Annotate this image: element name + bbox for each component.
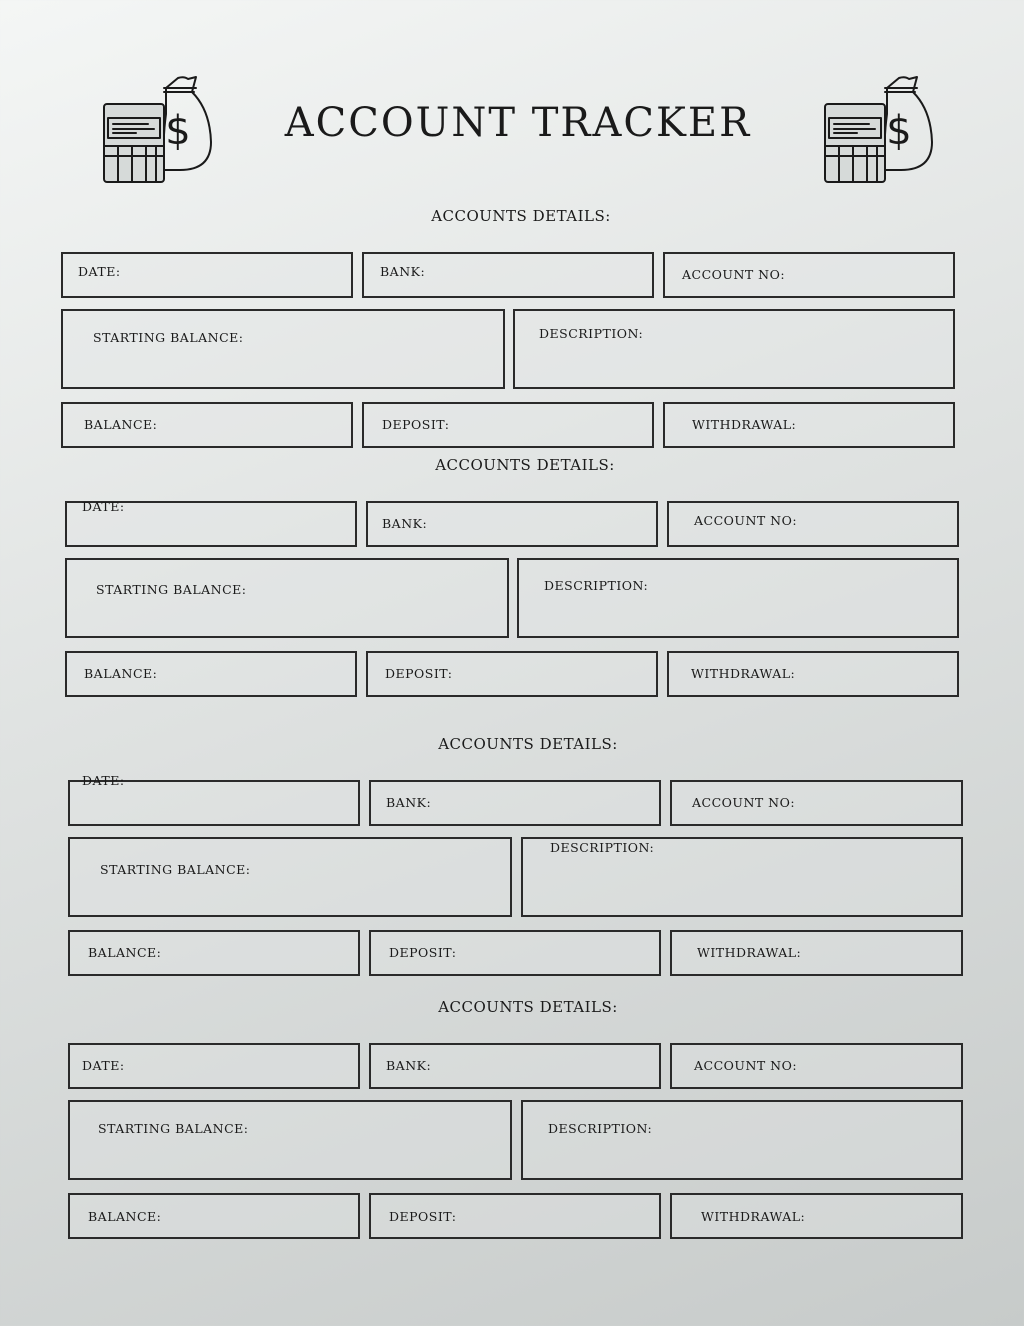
section-heading: ACCOUNTS DETAILS: — [438, 998, 618, 1016]
deposit-label: DEPOSIT: — [389, 1209, 457, 1224]
withdrawal-label: WITHDRAWAL: — [701, 1209, 806, 1224]
account-no-label: ACCOUNT NO: — [682, 267, 786, 282]
section-heading: ACCOUNTS DETAILS: — [431, 207, 611, 225]
date-label: DATE: — [78, 264, 121, 279]
starting-balance-label: STARTING BALANCE: — [98, 1121, 249, 1136]
description-label: DESCRIPTION: — [550, 840, 655, 855]
date-label: DATE: — [82, 499, 125, 514]
description-label: DESCRIPTION: — [548, 1121, 653, 1136]
description-label: DESCRIPTION: — [539, 326, 644, 341]
balance-label: BALANCE: — [84, 417, 158, 432]
deposit-label: DEPOSIT: — [389, 945, 457, 960]
withdrawal-label: WITHDRAWAL: — [692, 417, 797, 432]
date-label: DATE: — [82, 1058, 125, 1073]
description-label: DESCRIPTION: — [544, 578, 649, 593]
section-heading: ACCOUNTS DETAILS: — [435, 456, 615, 474]
starting-balance-label: STARTING BALANCE: — [100, 862, 251, 877]
description-field[interactable] — [521, 1100, 963, 1180]
bank-label: BANK: — [386, 1058, 432, 1073]
starting-balance-field[interactable] — [68, 837, 512, 917]
account-no-label: ACCOUNT NO: — [694, 1058, 798, 1073]
withdrawal-label: WITHDRAWAL: — [691, 666, 796, 681]
description-field[interactable] — [517, 558, 959, 638]
balance-label: BALANCE: — [88, 1209, 162, 1224]
deposit-label: DEPOSIT: — [385, 666, 453, 681]
account-no-label: ACCOUNT NO: — [694, 513, 798, 528]
balance-label: BALANCE: — [84, 666, 158, 681]
page-title: ACCOUNT TRACKER — [284, 100, 752, 146]
starting-balance-field[interactable] — [65, 558, 509, 638]
starting-balance-field[interactable] — [61, 309, 505, 389]
svg-text:$: $ — [165, 108, 191, 154]
starting-balance-field[interactable] — [68, 1100, 512, 1180]
section-heading: ACCOUNTS DETAILS: — [438, 735, 618, 753]
bank-label: BANK: — [380, 264, 426, 279]
calculator-money-bag-icon — [100, 74, 212, 186]
balance-label: BALANCE: — [88, 945, 162, 960]
date-label: DATE: — [82, 773, 125, 788]
deposit-label: DEPOSIT: — [382, 417, 450, 432]
description-field[interactable] — [513, 309, 955, 389]
withdrawal-label: WITHDRAWAL: — [697, 945, 802, 960]
account-no-label: ACCOUNT NO: — [692, 795, 796, 810]
bank-label: BANK: — [386, 795, 432, 810]
bank-label: BANK: — [382, 516, 428, 531]
starting-balance-label: STARTING BALANCE: — [96, 582, 247, 597]
starting-balance-label: STARTING BALANCE: — [93, 330, 244, 345]
svg-text:$: $ — [886, 108, 912, 154]
calculator-money-bag-icon — [821, 74, 933, 186]
